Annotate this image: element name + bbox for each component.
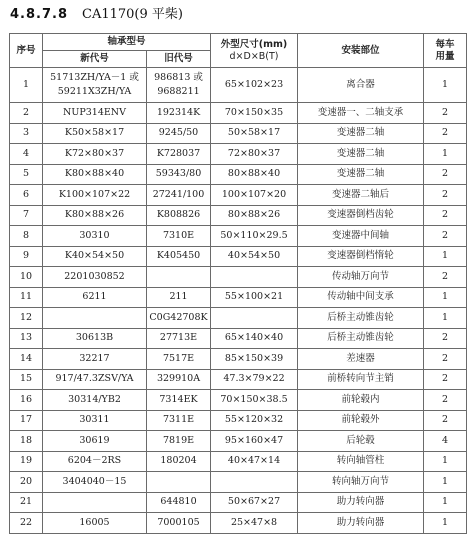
- cell-old-code-line: 180204: [160, 455, 197, 467]
- table-row: [10, 267, 467, 288]
- cell-new-code: [43, 349, 147, 370]
- table-header: [10, 34, 467, 68]
- cell-new-code-line: 16005: [79, 516, 110, 528]
- cell-qty: 2: [424, 185, 467, 206]
- cell-dims: 55×120×32: [211, 410, 298, 431]
- cell-old-code: [147, 349, 211, 370]
- cell-new-code-line: K50×58×17: [64, 127, 125, 139]
- cell-dims: 40×54×50: [211, 246, 298, 267]
- table-row: [10, 410, 467, 431]
- cell-location: 传动轴中间支承: [298, 287, 424, 308]
- cell-seq: 3: [10, 123, 43, 144]
- table-row: [10, 226, 467, 247]
- table-row: [10, 431, 467, 452]
- cell-seq: 1: [10, 68, 43, 103]
- cell-qty: 2: [424, 410, 467, 431]
- cell-location: 转向轴管柱: [298, 451, 424, 472]
- table-row: [10, 144, 467, 165]
- cell-location: 后桥主动锥齿轮: [298, 328, 424, 349]
- cell-old-code: [147, 185, 211, 206]
- cell-seq: 22: [10, 513, 43, 534]
- cell-old-code-line: 9688211: [157, 86, 200, 97]
- cell-new-code-line: 917/47.3ZSV/YA: [55, 373, 134, 385]
- table-row: [10, 369, 467, 390]
- table-row: [10, 451, 467, 472]
- cell-qty: 1: [424, 513, 467, 534]
- cell-old-code-line: 986813 或: [154, 72, 203, 83]
- header-seq: 序号: [10, 34, 43, 68]
- cell-new-code: [43, 103, 147, 124]
- cell-old-code: [147, 226, 211, 247]
- cell-new-code: [43, 246, 147, 267]
- cell-location: 差速器: [298, 349, 424, 370]
- cell-new-code-line: 6211: [82, 291, 107, 303]
- cell-new-code: [43, 431, 147, 452]
- cell-dims: 50×58×17: [211, 123, 298, 144]
- cell-qty: 2: [424, 369, 467, 390]
- cell-new-code: [43, 410, 147, 431]
- cell-seq: 21: [10, 492, 43, 513]
- cell-old-code: [147, 369, 211, 390]
- cell-new-code: [43, 123, 147, 144]
- cell-location: 转向轴万向节: [298, 472, 424, 493]
- cell-seq: 6: [10, 185, 43, 206]
- cell-new-code-line: 59211X3ZH/YA: [57, 86, 132, 97]
- cell-old-code-line: K728037: [156, 147, 201, 159]
- cell-old-code: [147, 451, 211, 472]
- cell-old-code-line: 211: [169, 291, 188, 303]
- table-row: [10, 185, 467, 206]
- header-dims-line1: 外型尺寸(mm): [220, 38, 288, 50]
- section-title: CA1170(9 平柴): [82, 7, 183, 22]
- cell-old-code-line: K405450: [156, 250, 201, 262]
- cell-dims: 65×102×23: [211, 68, 298, 103]
- cell-qty: 1: [424, 144, 467, 165]
- cell-location: 变速器倒档齿轮: [298, 205, 424, 226]
- cell-old-code-line: 7314EK: [159, 393, 198, 405]
- cell-new-code-line: 3404040－15: [62, 475, 127, 487]
- header-qty-line2: 用量: [435, 50, 455, 62]
- cell-new-code: [43, 68, 147, 103]
- cell-seq: 13: [10, 328, 43, 349]
- cell-seq: 20: [10, 472, 43, 493]
- cell-old-code: [147, 267, 211, 288]
- cell-dims: 85×150×39: [211, 349, 298, 370]
- header-bearing-model: 轴承型号: [43, 34, 211, 51]
- table-body: [10, 68, 467, 534]
- cell-new-code: [43, 472, 147, 493]
- cell-new-code-line: 30314/YB2: [68, 393, 121, 405]
- cell-dims: 72×80×37: [211, 144, 298, 165]
- cell-seq: 11: [10, 287, 43, 308]
- header-dims-line2: d×D×B(T): [229, 50, 279, 62]
- table-row: [10, 246, 467, 267]
- cell-old-code-line: K808826: [156, 209, 201, 221]
- cell-new-code-line: 30613B: [75, 332, 114, 344]
- cell-old-code-line: 192314K: [156, 106, 201, 118]
- table-row: [10, 328, 467, 349]
- cell-old-code: [147, 246, 211, 267]
- cell-old-code-line: 7000105: [157, 516, 200, 528]
- cell-old-code: [147, 410, 211, 431]
- table-row: [10, 308, 467, 329]
- cell-new-code: [43, 185, 147, 206]
- cell-dims: 50×110×29.5: [211, 226, 298, 247]
- cell-old-code-line: 7819E: [162, 434, 195, 446]
- table-row: [10, 68, 467, 103]
- table-row: [10, 164, 467, 185]
- table-row: [10, 492, 467, 513]
- header-location: 安装部位: [298, 34, 424, 68]
- cell-old-code: [147, 144, 211, 165]
- cell-qty: 4: [424, 431, 467, 452]
- cell-old-code: [147, 431, 211, 452]
- cell-location: 变速器二轴: [298, 164, 424, 185]
- cell-seq: 9: [10, 246, 43, 267]
- cell-old-code: [147, 205, 211, 226]
- cell-old-code-line: 7517E: [162, 352, 195, 364]
- cell-location: 变速器二轴后: [298, 185, 424, 206]
- section-heading: [10, 6, 183, 24]
- cell-seq: 14: [10, 349, 43, 370]
- cell-new-code: [43, 144, 147, 165]
- cell-qty: 1: [424, 472, 467, 493]
- cell-qty: 2: [424, 205, 467, 226]
- cell-new-code: [43, 205, 147, 226]
- cell-old-code: [147, 492, 211, 513]
- cell-location: 助力转向器: [298, 492, 424, 513]
- cell-qty: 2: [424, 328, 467, 349]
- cell-old-code-line: 59343/80: [155, 168, 202, 180]
- cell-new-code-line: K80×88×40: [64, 168, 125, 180]
- cell-location: 助力转向器: [298, 513, 424, 534]
- cell-old-code: [147, 328, 211, 349]
- cell-old-code-line: 27241/100: [152, 188, 205, 200]
- cell-old-code: [147, 390, 211, 411]
- cell-dims: 25×47×8: [211, 513, 298, 534]
- cell-location: 前桥转向节主销: [298, 369, 424, 390]
- cell-location: 变速器二轴: [298, 144, 424, 165]
- cell-new-code-line: 6204－2RS: [67, 455, 122, 467]
- header-qty-line1: 每车: [435, 38, 455, 50]
- header-dims: [211, 34, 298, 68]
- table-row: [10, 205, 467, 226]
- cell-old-code: [147, 308, 211, 329]
- cell-new-code-line: NUP314ENV: [63, 106, 126, 118]
- header-old-code: 旧代号: [147, 51, 211, 68]
- cell-new-code: [43, 513, 147, 534]
- cell-qty: 2: [424, 390, 467, 411]
- cell-old-code-line: 27713E: [159, 332, 198, 344]
- cell-old-code: [147, 287, 211, 308]
- cell-dims: [211, 267, 298, 288]
- cell-new-code: [43, 267, 147, 288]
- cell-old-code-line: 644810: [160, 496, 197, 508]
- cell-dims: 80×88×40: [211, 164, 298, 185]
- cell-seq: 19: [10, 451, 43, 472]
- cell-new-code: [43, 328, 147, 349]
- cell-qty: 1: [424, 68, 467, 103]
- cell-location: 后桥主动锥齿轮: [298, 308, 424, 329]
- cell-qty: 2: [424, 164, 467, 185]
- cell-dims: [211, 472, 298, 493]
- cell-new-code-line: 30619: [79, 434, 110, 446]
- bearing-table: [9, 33, 467, 534]
- table-row: [10, 103, 467, 124]
- cell-location: 离合器: [298, 68, 424, 103]
- table-row: [10, 513, 467, 534]
- cell-new-code: [43, 308, 147, 329]
- cell-old-code-line: 7311E: [162, 414, 195, 426]
- cell-new-code: [43, 451, 147, 472]
- cell-seq: 17: [10, 410, 43, 431]
- cell-seq: 7: [10, 205, 43, 226]
- cell-dims: 55×100×21: [211, 287, 298, 308]
- cell-old-code: [147, 472, 211, 493]
- cell-new-code: [43, 390, 147, 411]
- cell-qty: 2: [424, 267, 467, 288]
- cell-old-code: [147, 513, 211, 534]
- cell-new-code-line: 30310: [79, 229, 110, 241]
- cell-qty: 1: [424, 246, 467, 267]
- cell-dims: 70×150×35: [211, 103, 298, 124]
- cell-new-code-line: 2201030852: [64, 270, 125, 282]
- header-qty: [424, 34, 467, 68]
- table-row: [10, 287, 467, 308]
- cell-new-code: [43, 369, 147, 390]
- cell-new-code-line: 30311: [79, 414, 110, 426]
- cell-new-code: [43, 287, 147, 308]
- cell-new-code: [43, 164, 147, 185]
- cell-new-code-line: 51713ZH/YA－1 或: [50, 72, 139, 83]
- cell-old-code: [147, 68, 211, 103]
- cell-seq: 2: [10, 103, 43, 124]
- cell-location: 变速器倒档惰轮: [298, 246, 424, 267]
- cell-dims: 95×160×47: [211, 431, 298, 452]
- cell-new-code-line: K100×107×22: [58, 188, 131, 200]
- cell-location: 传动轴万向节: [298, 267, 424, 288]
- cell-dims: 47.3×79×22: [211, 369, 298, 390]
- cell-location: 变速器中间轴: [298, 226, 424, 247]
- cell-seq: 15: [10, 369, 43, 390]
- cell-dims: 80×88×26: [211, 205, 298, 226]
- cell-location: 前轮毂内: [298, 390, 424, 411]
- cell-dims: 40×47×14: [211, 451, 298, 472]
- cell-old-code-line: 329910A: [156, 373, 201, 385]
- cell-old-code-line: C0G42708K: [149, 311, 208, 323]
- cell-seq: 8: [10, 226, 43, 247]
- table-row: [10, 123, 467, 144]
- cell-new-code-line: K72×80×37: [64, 147, 125, 159]
- cell-old-code: [147, 123, 211, 144]
- cell-new-code: [43, 492, 147, 513]
- cell-location: 后轮毂: [298, 431, 424, 452]
- cell-old-code-line: 9245/50: [158, 127, 199, 139]
- cell-dims: 65×140×40: [211, 328, 298, 349]
- cell-old-code: [147, 103, 211, 124]
- cell-dims: 50×67×27: [211, 492, 298, 513]
- table-row: [10, 390, 467, 411]
- cell-qty: 2: [424, 226, 467, 247]
- cell-location: 变速器二轴: [298, 123, 424, 144]
- cell-old-code-line: 7310E: [162, 229, 195, 241]
- cell-dims: [211, 308, 298, 329]
- cell-qty: 1: [424, 492, 467, 513]
- cell-new-code-line: 32217: [79, 352, 110, 364]
- cell-dims: 70×150×38.5: [211, 390, 298, 411]
- section-number: 4.8.7.8: [10, 7, 68, 22]
- cell-qty: 2: [424, 349, 467, 370]
- cell-seq: 16: [10, 390, 43, 411]
- cell-seq: 12: [10, 308, 43, 329]
- cell-seq: 5: [10, 164, 43, 185]
- header-new-code: 新代号: [43, 51, 147, 68]
- cell-old-code: [147, 164, 211, 185]
- cell-dims: 100×107×20: [211, 185, 298, 206]
- table-row: [10, 349, 467, 370]
- cell-seq: 18: [10, 431, 43, 452]
- table-row: [10, 472, 467, 493]
- cell-seq: 10: [10, 267, 43, 288]
- cell-new-code: [43, 226, 147, 247]
- cell-qty: 1: [424, 451, 467, 472]
- cell-new-code-line: K80×88×26: [64, 209, 125, 221]
- cell-qty: 1: [424, 287, 467, 308]
- cell-qty: 2: [424, 103, 467, 124]
- cell-qty: 2: [424, 123, 467, 144]
- cell-location: 前轮毂外: [298, 410, 424, 431]
- cell-seq: 4: [10, 144, 43, 165]
- cell-qty: 1: [424, 308, 467, 329]
- cell-new-code-line: K40×54×50: [64, 250, 125, 262]
- cell-location: 变速器一、二轴支承: [298, 103, 424, 124]
